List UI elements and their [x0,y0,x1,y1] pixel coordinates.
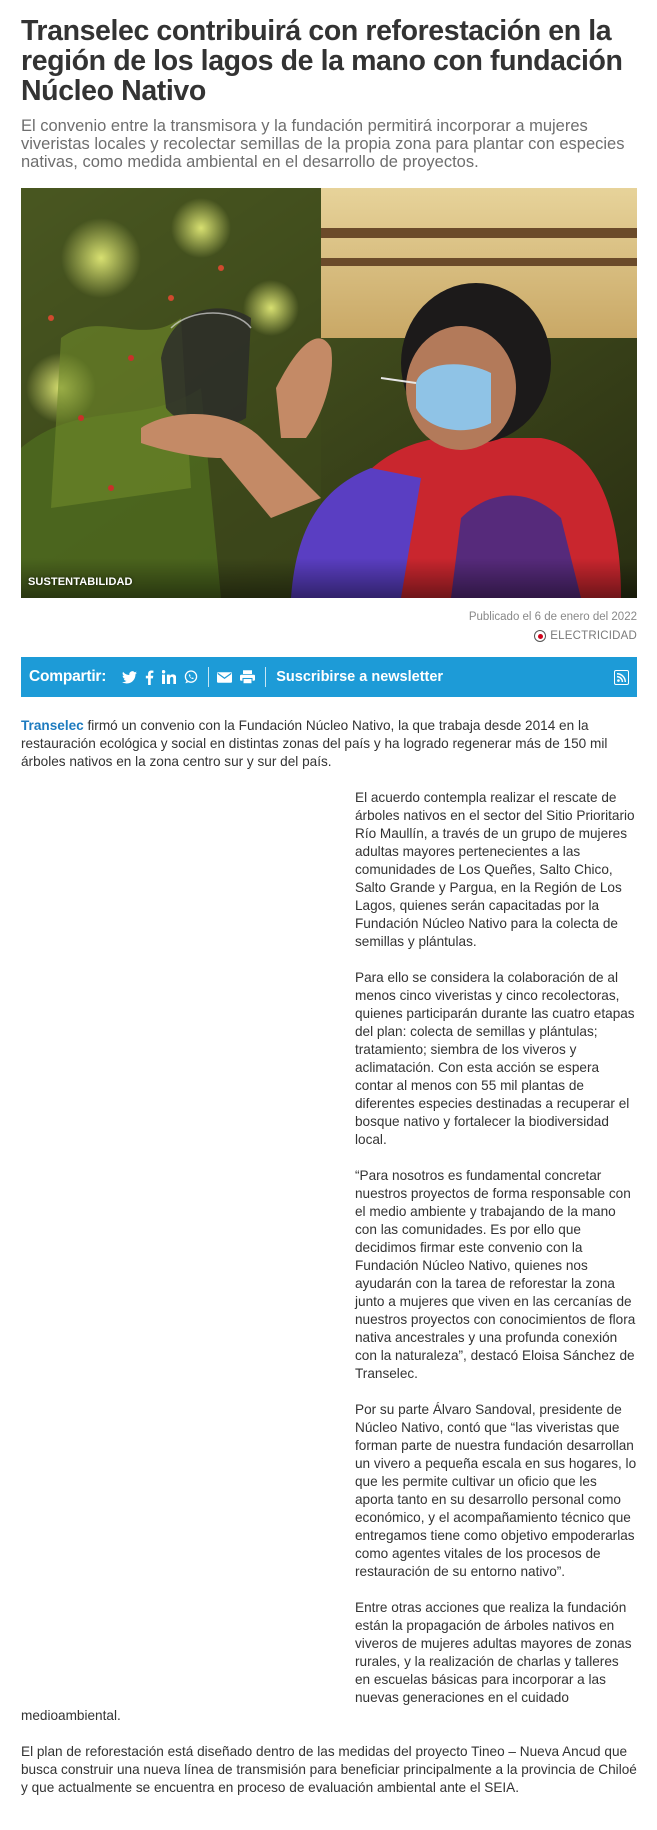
facebook-icon[interactable] [145,670,154,685]
article-title: Transelec contribuirá con reforestación en la región de los lagos de la mano con fundación Núcleo Nativo [21,15,623,107]
paragraph-4: Por su parte Álvaro Sandoval, presidente de Núcleo Nativo, contó que “las viveristas que forman parte de nuestra fundación desarrollan un vivero a pequeña escala en sus hogares, lo que les permite cultivar un oficio que les aporta tanto en su desarrollo personal como económico, y el acompañamiento técnico que entregamos tiene como objetivo empoderarlas como agentes vitales de los procesos de restauración de su entorno nativo”. [355,1402,637,1579]
share-bar [21,657,637,697]
paragraph-5: Entre otras acciones que realiza la fundación están la propagación de árboles nativos en viveros de mujeres adultas mayores de zonas rurales, y la realización de charlas y talleres en escuelas básicas para incorporar a las nuevas generaciones en el cuidado medioambiental. [21,1600,632,1723]
share-divider [208,667,209,687]
mail-icon[interactable] [217,672,232,683]
category-dot-icon [534,630,546,642]
linkedin-icon[interactable] [162,670,176,684]
paragraph-2: Para ello se considera la colaboración de al menos cinco viveristas y cinco recolectoras, quienes participarán durante las cuatro etapas del plan: colecta de semillas y plántulas; tratamiento; siembra de los viveros y aclimatación. Con esta acción se espera contar al menos con 55 mil plantas de diferentes especies destinadas a recuperar el bosque nativo y fortalecer la biodiversidad local. [355,970,635,1147]
article-meta [21,610,637,643]
paragraph-6: El plan de reforestación está diseñado dentro de las medidas del proyecto Tineo – Nueva Ancud que busca construir una nueva línea de transmisión para beneficiar principalmente a la provincia de Chiloé y que actualmente se encuentra en proceso de evaluación ambiental ante el SEIA. [21,1744,637,1795]
lead-paragraph [21,717,637,771]
article-subtitle: El convenio entre la transmisora y la fundación permitirá incorporar a mujeres viveristas locales y recolectar semillas de la propia zona para plantar con especies nativas, como medida ambiental en el desarrollo de proyectos. [21,117,625,171]
transelec-link[interactable]: Transelec [21,718,84,733]
paragraph-3: “Para nosotros es fundamental concretar nuestros proyectos de forma responsable con el medio ambiente y trabajando de la mano con las comunidades. Es por ello que decidimos firmar este convenio con la Fundación Núcleo Nativo, quienes nos ayudarán con la tarea de reforestar la zona junto a mujeres que viven en las cercanías de nuestros proyectos con conocimientos de flora nativa ancestrales y una profunda conexión con la naturaleza”, destacó Eloisa Sánchez de Transelec. [355,1168,636,1381]
share-divider [265,667,266,687]
category-label: ELECTRICIDAD [550,630,637,642]
category-tag[interactable] [534,629,637,643]
publish-date: Publicado el 6 de enero del 2022 [468,611,637,623]
whatsapp-icon[interactable] [184,670,198,684]
article-body [21,717,637,1797]
lead-text: firmó un convenio con la Fundación Núcleo Nativo, la que trabaja desde 2014 en la restauración ecológica y social en distintas zonas del país y ha logrado regenerar más de 150 mil árboles nativos en la zona centro sur y sur del país. [21,718,608,769]
woman-with-plant-photo [21,188,637,598]
print-icon[interactable] [240,670,255,684]
newsletter-link[interactable]: Suscribirse a newsletter [276,669,444,685]
article [21,0,637,1815]
twitter-icon[interactable] [122,671,137,684]
rss-icon[interactable] [614,670,629,685]
image-category-label[interactable]: SUSTENTABILIDAD [28,576,133,588]
share-label: Compartir: [29,668,107,685]
paragraph-1: El acuerdo contempla realizar el rescate de árboles nativos en el sector del Sitio Prioritario Río Maullín, a través de un grupo de mujeres adultas mayores pertenecientes a las comunidades de Los Queñes, Salto Chico, Salto Grande y Pargua, en la Región de Los Lagos, quienes serán capacitadas por la Fundación Núcleo Nativo para la colecta de semillas y plántulas. [355,790,635,949]
ad-placeholder [21,789,355,1704]
hero-image[interactable] [21,188,637,598]
